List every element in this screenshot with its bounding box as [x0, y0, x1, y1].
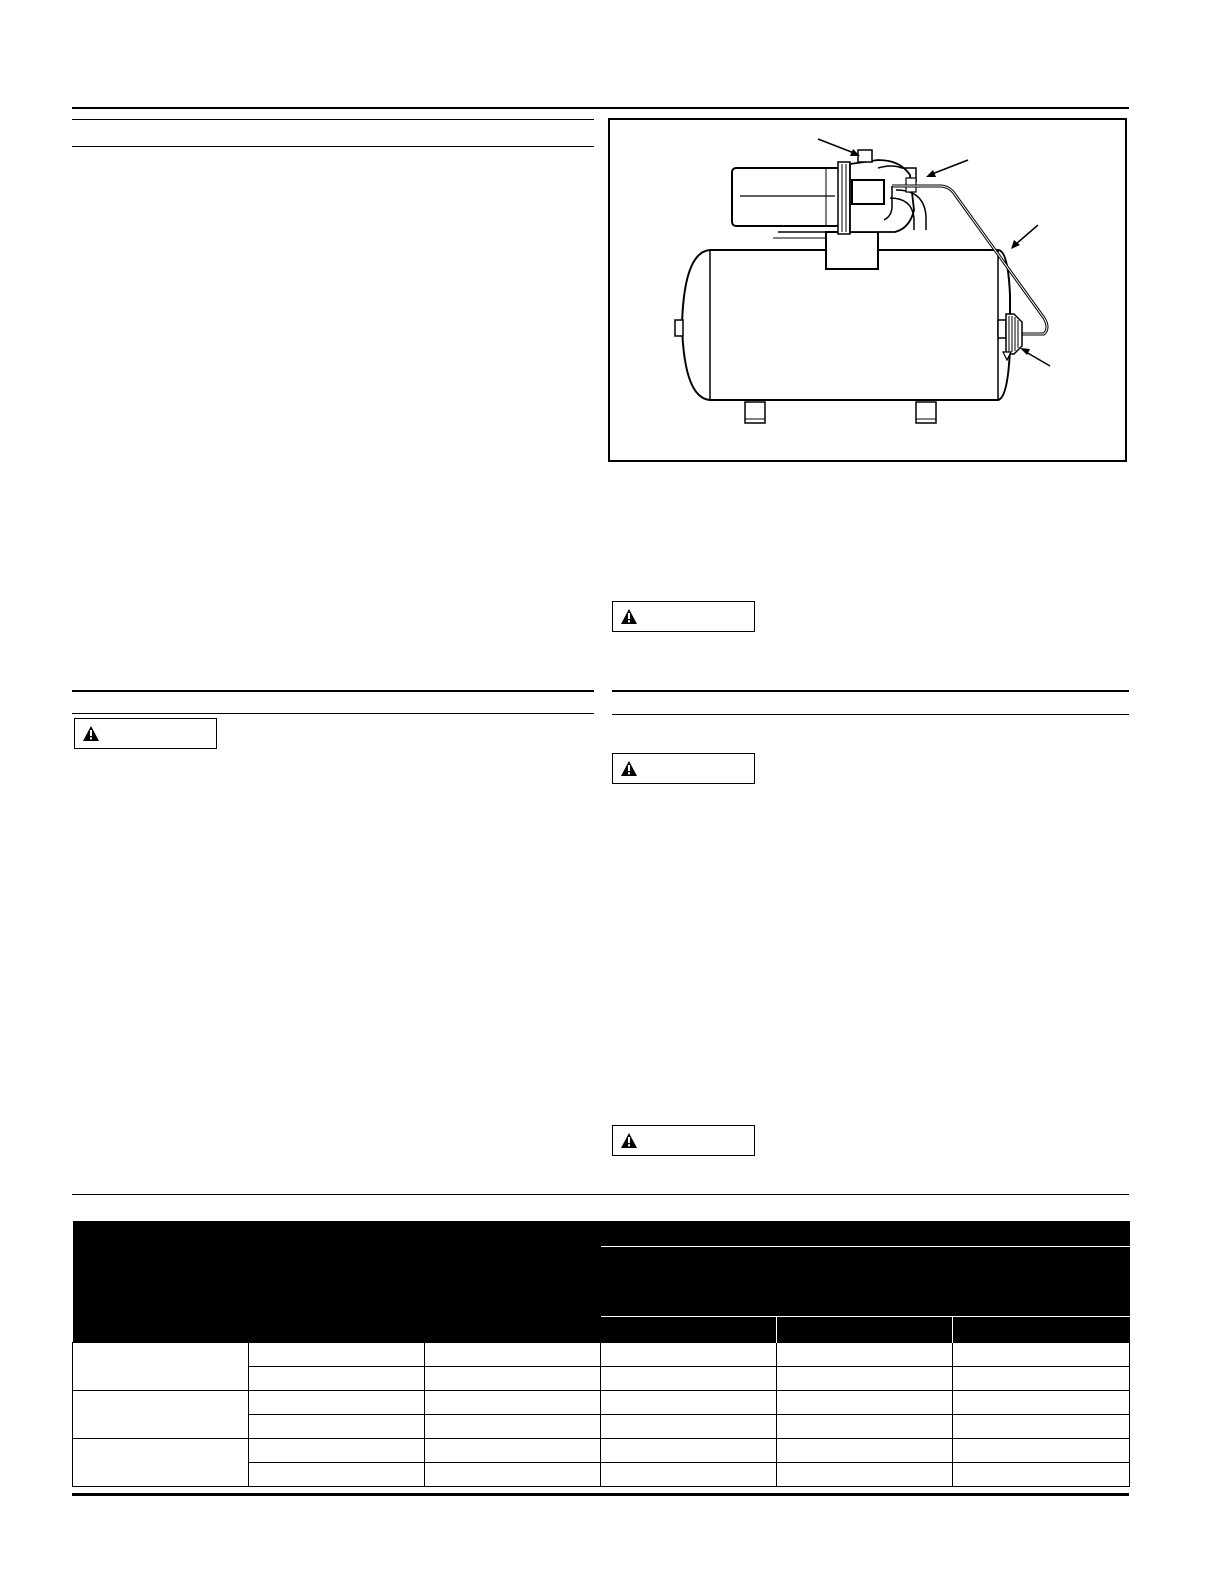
table-cell: [249, 1462, 425, 1486]
table-header-group-spacer: [601, 1246, 1130, 1316]
table-cell: [249, 1342, 425, 1366]
table-cell: [953, 1366, 1130, 1390]
table-cell: [777, 1390, 953, 1414]
left-section-2-rule-top: [72, 690, 594, 692]
table-header-col-2: [249, 1221, 425, 1342]
table-cell: [601, 1414, 777, 1438]
table-subheader-1: [601, 1316, 777, 1342]
table-cell: [953, 1438, 1130, 1462]
table-cell: [777, 1414, 953, 1438]
table-subheader-3: [953, 1316, 1130, 1342]
table-header-col-3: [425, 1221, 601, 1342]
top-rule: [72, 107, 1129, 109]
table-cell: [249, 1390, 425, 1414]
table-cell: [73, 1390, 249, 1438]
spec-table-wrapper: [72, 1221, 1129, 1487]
spec-table: [72, 1221, 1130, 1487]
table-subheader-2: [777, 1316, 953, 1342]
table-header-group: [601, 1221, 1130, 1246]
left-heading-rule-bottom: [72, 146, 594, 147]
right-section-3-body: [612, 792, 1129, 1112]
table-cell: [953, 1342, 1130, 1366]
pump-tank-figure: [608, 118, 1127, 462]
table-row: [73, 1438, 1130, 1462]
table-cell: [425, 1438, 601, 1462]
table-cell: [777, 1342, 953, 1366]
pump-tank-diagram: [610, 120, 1125, 460]
table-cell: [601, 1438, 777, 1462]
left-heading-rule-top: [72, 119, 594, 120]
table-cell: [73, 1342, 249, 1390]
warning-triangle-icon: [83, 726, 99, 741]
table-row: [73, 1342, 1130, 1366]
table-cell: [601, 1366, 777, 1390]
right-section-3-rule-bottom: [612, 714, 1129, 715]
table-cell: [425, 1414, 601, 1438]
left-section-2-body: [72, 756, 594, 1176]
table-cell: [953, 1390, 1130, 1414]
table-cell: [777, 1438, 953, 1462]
table-cell: [425, 1390, 601, 1414]
table-row: [73, 1390, 1130, 1414]
right-body-after-figure: [610, 490, 1129, 598]
table-cell: [601, 1462, 777, 1486]
table-cell: [425, 1462, 601, 1486]
table-cell: [249, 1414, 425, 1438]
right-section-3-rule-top: [612, 690, 1129, 692]
table-cell: [601, 1342, 777, 1366]
warning-box-right-3: [612, 1125, 755, 1156]
table-cell: [249, 1366, 425, 1390]
warning-triangle-icon: [621, 761, 637, 776]
footer-rule: [72, 1493, 1129, 1496]
table-cell: [425, 1366, 601, 1390]
warning-triangle-icon: [621, 1133, 637, 1148]
table-cell: [777, 1462, 953, 1486]
warning-box-left: [74, 718, 217, 749]
left-section-1-body: [72, 154, 594, 674]
warning-triangle-icon: [621, 609, 637, 624]
table-section-rule: [72, 1194, 1129, 1195]
warning-box-right-2: [612, 753, 755, 784]
table-cell: [249, 1438, 425, 1462]
table-cell: [953, 1414, 1130, 1438]
table-cell: [953, 1462, 1130, 1486]
warning-box-right-1: [612, 601, 755, 632]
table-cell: [601, 1390, 777, 1414]
left-section-2-rule-bottom: [72, 713, 594, 714]
table-header-col-1: [73, 1221, 249, 1342]
table-cell: [73, 1438, 249, 1486]
table-cell: [425, 1342, 601, 1366]
table-cell: [777, 1366, 953, 1390]
